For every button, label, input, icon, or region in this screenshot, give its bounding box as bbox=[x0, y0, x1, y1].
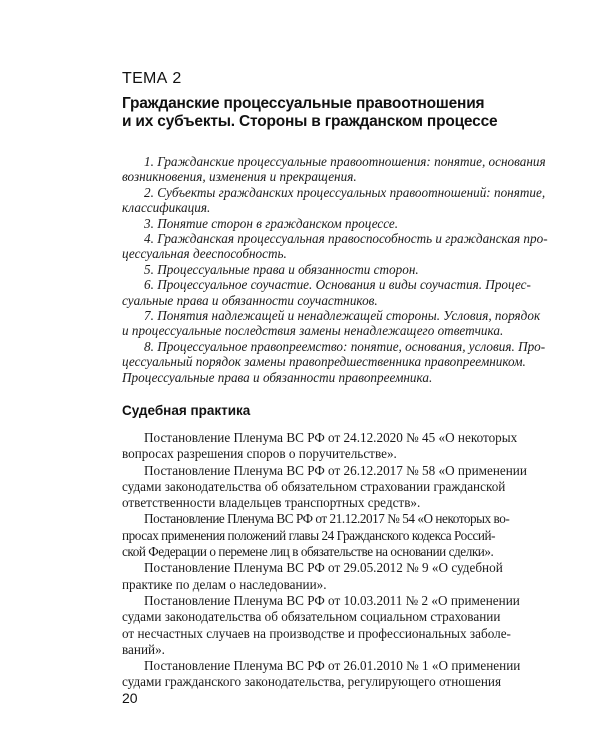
plan-item-line: 4. Гражданская процессуальная правоспособность и гражданская про- bbox=[144, 231, 548, 247]
practice-item bbox=[122, 593, 518, 658]
practice-item-line: Постановление Пленума ВС РФ от 26.01.2010 № 1 «О применении bbox=[144, 658, 521, 674]
plan-item bbox=[122, 277, 531, 308]
practice-item-line: судами законодательства об обязательном социальном страховании bbox=[122, 609, 501, 625]
practice-item-line: Постановление Пленума ВС РФ от 10.03.2011 № 2 «О применении bbox=[144, 592, 520, 608]
topic-title bbox=[122, 95, 522, 131]
practice-item-line: ответственности владельцев транспортных средств». bbox=[122, 495, 421, 511]
practice-item-line: практике по делам о наследовании». bbox=[122, 576, 327, 592]
plan-item-line: 1. Гражданские процессуальные правоотношения: понятие, основания bbox=[144, 154, 546, 169]
plan-item bbox=[122, 184, 546, 216]
practice-item-line: судами гражданского законодательства, регулирующего отношения bbox=[122, 674, 502, 690]
plan-item-line: 6. Процессуальное соучастие. Основания и виды соучастия. Процес- bbox=[144, 277, 531, 293]
practice-item-line: ской Федерации о перемене лиц в обязательстве на основании сделки». bbox=[122, 544, 494, 560]
practice-item bbox=[122, 560, 518, 593]
plan-item-line: 7. Понятия надлежащей и ненадлежащей стороны. Условия, порядок bbox=[144, 308, 541, 324]
topic-label: ТЕМА 2 bbox=[122, 70, 182, 87]
plan-item-line: и процессуальные последствия замены ненадлежащего ответчика. bbox=[122, 323, 504, 339]
practice-item-line: Постановление Пленума ВС РФ от 29.05.2012 № 9 «О судебной bbox=[144, 560, 503, 576]
plan-item-line: цессуальный порядок замены правопредшественника правопреемником. bbox=[122, 354, 526, 370]
practice-item bbox=[122, 430, 518, 463]
plan-item-line: суальные права и обязанности соучастников. bbox=[122, 292, 378, 308]
practice-item-line: ваний». bbox=[122, 641, 165, 657]
court-practice-list bbox=[122, 430, 527, 691]
practice-item-line: Постановление Пленума ВС РФ от 24.12.2020 № 45 «О некоторых bbox=[144, 430, 518, 445]
plan-item-line: 3. Понятие сторон в гражданском процессе. bbox=[144, 215, 399, 231]
practice-item-line: от несчастных случаев на производстве и профессиональных заболе- bbox=[122, 625, 511, 641]
practice-item-line: Постановление Пленума ВС РФ от 21.12.2017 № 54 «О некоторых во- bbox=[144, 511, 510, 527]
plan-item-line: 5. Процессуальные права и обязанности сторон. bbox=[144, 261, 419, 277]
plan-item bbox=[122, 262, 518, 277]
practice-item bbox=[122, 658, 521, 691]
topic-title-line: Гражданские процессуальные правоотношения bbox=[122, 95, 485, 112]
practice-item-line: просах применения положений главы 24 Гражданского кодекса Россий- bbox=[122, 527, 496, 543]
plan-item bbox=[122, 231, 548, 262]
plan-item-line: цессуальная дееспособность. bbox=[122, 246, 287, 262]
practice-item-line: вопросах разрешения споров о поручительстве». bbox=[122, 446, 397, 462]
practice-item-line: Постановление Пленума ВС РФ от 26.12.2017 № 58 «О применении bbox=[144, 462, 527, 478]
plan-item bbox=[122, 154, 546, 185]
plan-item bbox=[122, 308, 541, 339]
practice-item-line: судами законодательства об обязательном страховании гражданской bbox=[122, 478, 506, 494]
plan-item-line: 8. Процессуальное правопреемство: понятие, основания, условия. Про- bbox=[144, 338, 546, 354]
plan-item-line: возникновения, изменения и прекращения. bbox=[122, 169, 357, 185]
topic-title-line: и их субъекты. Стороны в гражданском процессе bbox=[122, 113, 498, 130]
topic-plan-list bbox=[122, 154, 548, 385]
practice-item bbox=[122, 511, 518, 560]
plan-item bbox=[122, 216, 518, 231]
plan-item-line: классификация. bbox=[122, 200, 211, 216]
plan-item-line: Процессуальные права и обязанности правопреемника. bbox=[122, 369, 433, 385]
practice-item bbox=[122, 462, 527, 512]
plan-item bbox=[122, 338, 546, 385]
section-heading: Судебная практика bbox=[122, 403, 251, 418]
plan-item-line: 2. Субъекты гражданских процессуальных правоотношений: понятие, bbox=[144, 184, 546, 200]
page-number: 20 bbox=[122, 690, 138, 706]
